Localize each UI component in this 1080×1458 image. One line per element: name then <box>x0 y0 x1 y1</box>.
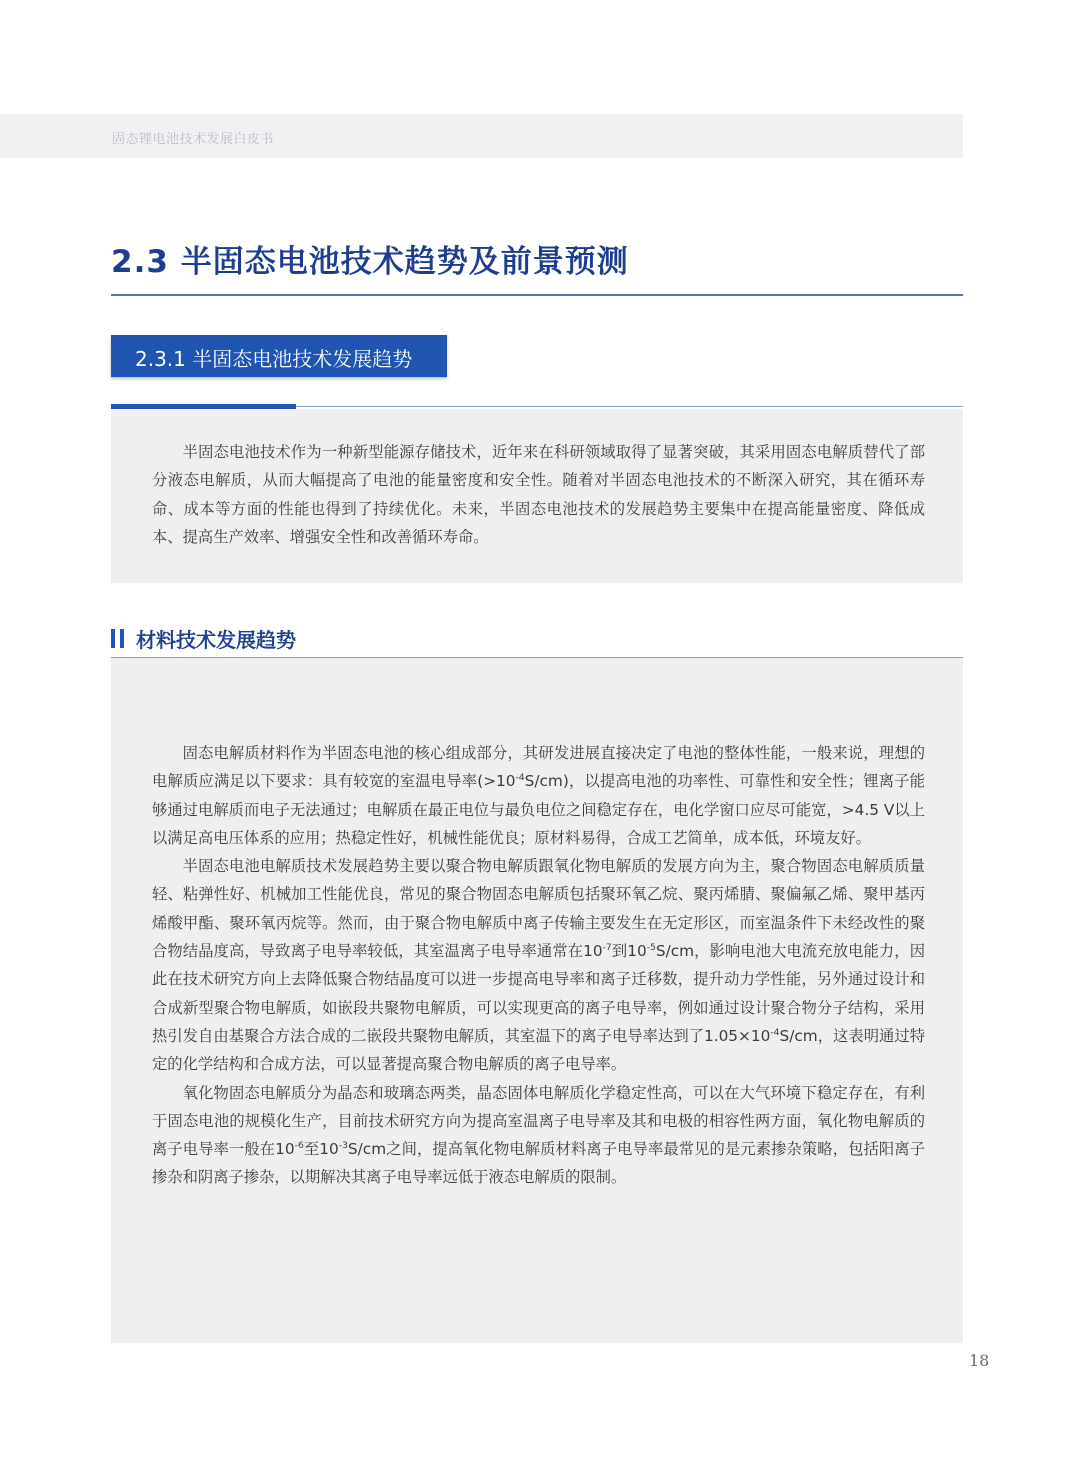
subsection-title-box <box>111 335 447 377</box>
section-divider <box>111 294 963 296</box>
page-number: 18 <box>969 1351 990 1370</box>
material-heading: 材料技术发展趋势 <box>136 628 296 652</box>
heading-marker-bar <box>120 629 124 648</box>
intro-paragraph: 半固态电池技术作为一种新型能源存储技术，近年来在科研领域取得了显著突破，其采用固态电解质替代了部分液态电解质，从而大幅提高了电池的能量密度和安全性。随着对半固态电池技术的不断深入研究，其在循环寿命、成本等方面的性能也得到了持续优化。未来，半固态电池技术的发展趋势主要集中在提高能量密度、降低成本、提高生产效率、增强安全性和改善循环寿命。 <box>152 443 925 546</box>
intro-text <box>152 438 925 551</box>
heading-marker-bar <box>111 629 115 648</box>
paragraph-polymer-electrolyte: 半固态电池电解质技术发展趋势主要以聚合物电解质跟氧化物电解质的发展方向为主，聚合物固态电解质质量轻、粘弹性好、机械加工性能优良，常见的聚合物固态电解质包括聚环氧乙烷、聚丙烯腈、聚偏氟乙烯、聚甲基丙烯酸甲酯、聚环氧丙烷等。然而，由于聚合物电解质中离子传输主要发生在无定形区，而室温条件下未经改性的聚合物结晶度高，导致离子电导率较低，其室温离子电导率通常在$10^{-7}$到$10^{-5}S/cm$，影响电池大电流充放电能力，因此在技术研究方向上去降低聚合物结晶度可以进一步提高电导率和离子迁移数，提升动力学性能，另外通过设计和合成新型聚合物电解质，如嵌段共聚物电解质，可以实现更高的离子电导率，例如通过设计聚合物分子结构，采用热引发自由基聚合方法合成的二嵌段共聚物电解质，其室温下的离子电导率达到了$1.05\times 10^{-4}S/cm$，这表明通过特定的化学结构和合成方法，可以显著提高聚合物电解质的离子电导率。 <box>152 857 926 1074</box>
subsection-title: 2.3.1 半固态电池技术发展趋势 <box>135 347 413 371</box>
running-header: 固态锂电池技术发展白皮书 <box>112 132 275 147</box>
material-text <box>152 739 925 1192</box>
paragraph-oxide-electrolyte: 氧化物固态电解质分为晶态和玻璃态两类，晶态固体电解质化学稳定性高，可以在大气环境下稳定存在，有利于固态电池的规模化生产，目前技术研究方向为提高室温离子电导率及其和电极的相容性两方面，氧化物电解质的离子电导率一般在$10^{-6}$至$10^{-3}S/cm$之间，提高氧化物电解质材料离子电导率最常见的是元素掺杂策略，包括阳离子掺杂和阴离子掺杂，以期解决其离子电导率远低于液态电解质的限制。 <box>152 1083 925 1187</box>
paragraph-electrolyte-requirements: 固态电解质材料作为半固态电池的核心组成部分，其研发进展直接决定了电池的整体性能，一般来说，理想的电解质应满足以下要求：具有较宽的室温电导率$(>10^{-4}S/cm)$，以提高电池的功率性、可靠性和安全性；锂离子能够通过电解质而电子无法通过；电解质在最正电位与最负电位之间稳定存在，电化学窗口应尽可能宽，>4.5 V以上以满足高电压体系的应用；热稳定性好，机械性能优良；原材料易得，合成工艺简单，成本低，环境友好。 <box>152 744 925 847</box>
section-title: 2.3 半固态电池技术趋势及前景预测 <box>111 244 629 280</box>
subsection-divider <box>296 406 963 407</box>
